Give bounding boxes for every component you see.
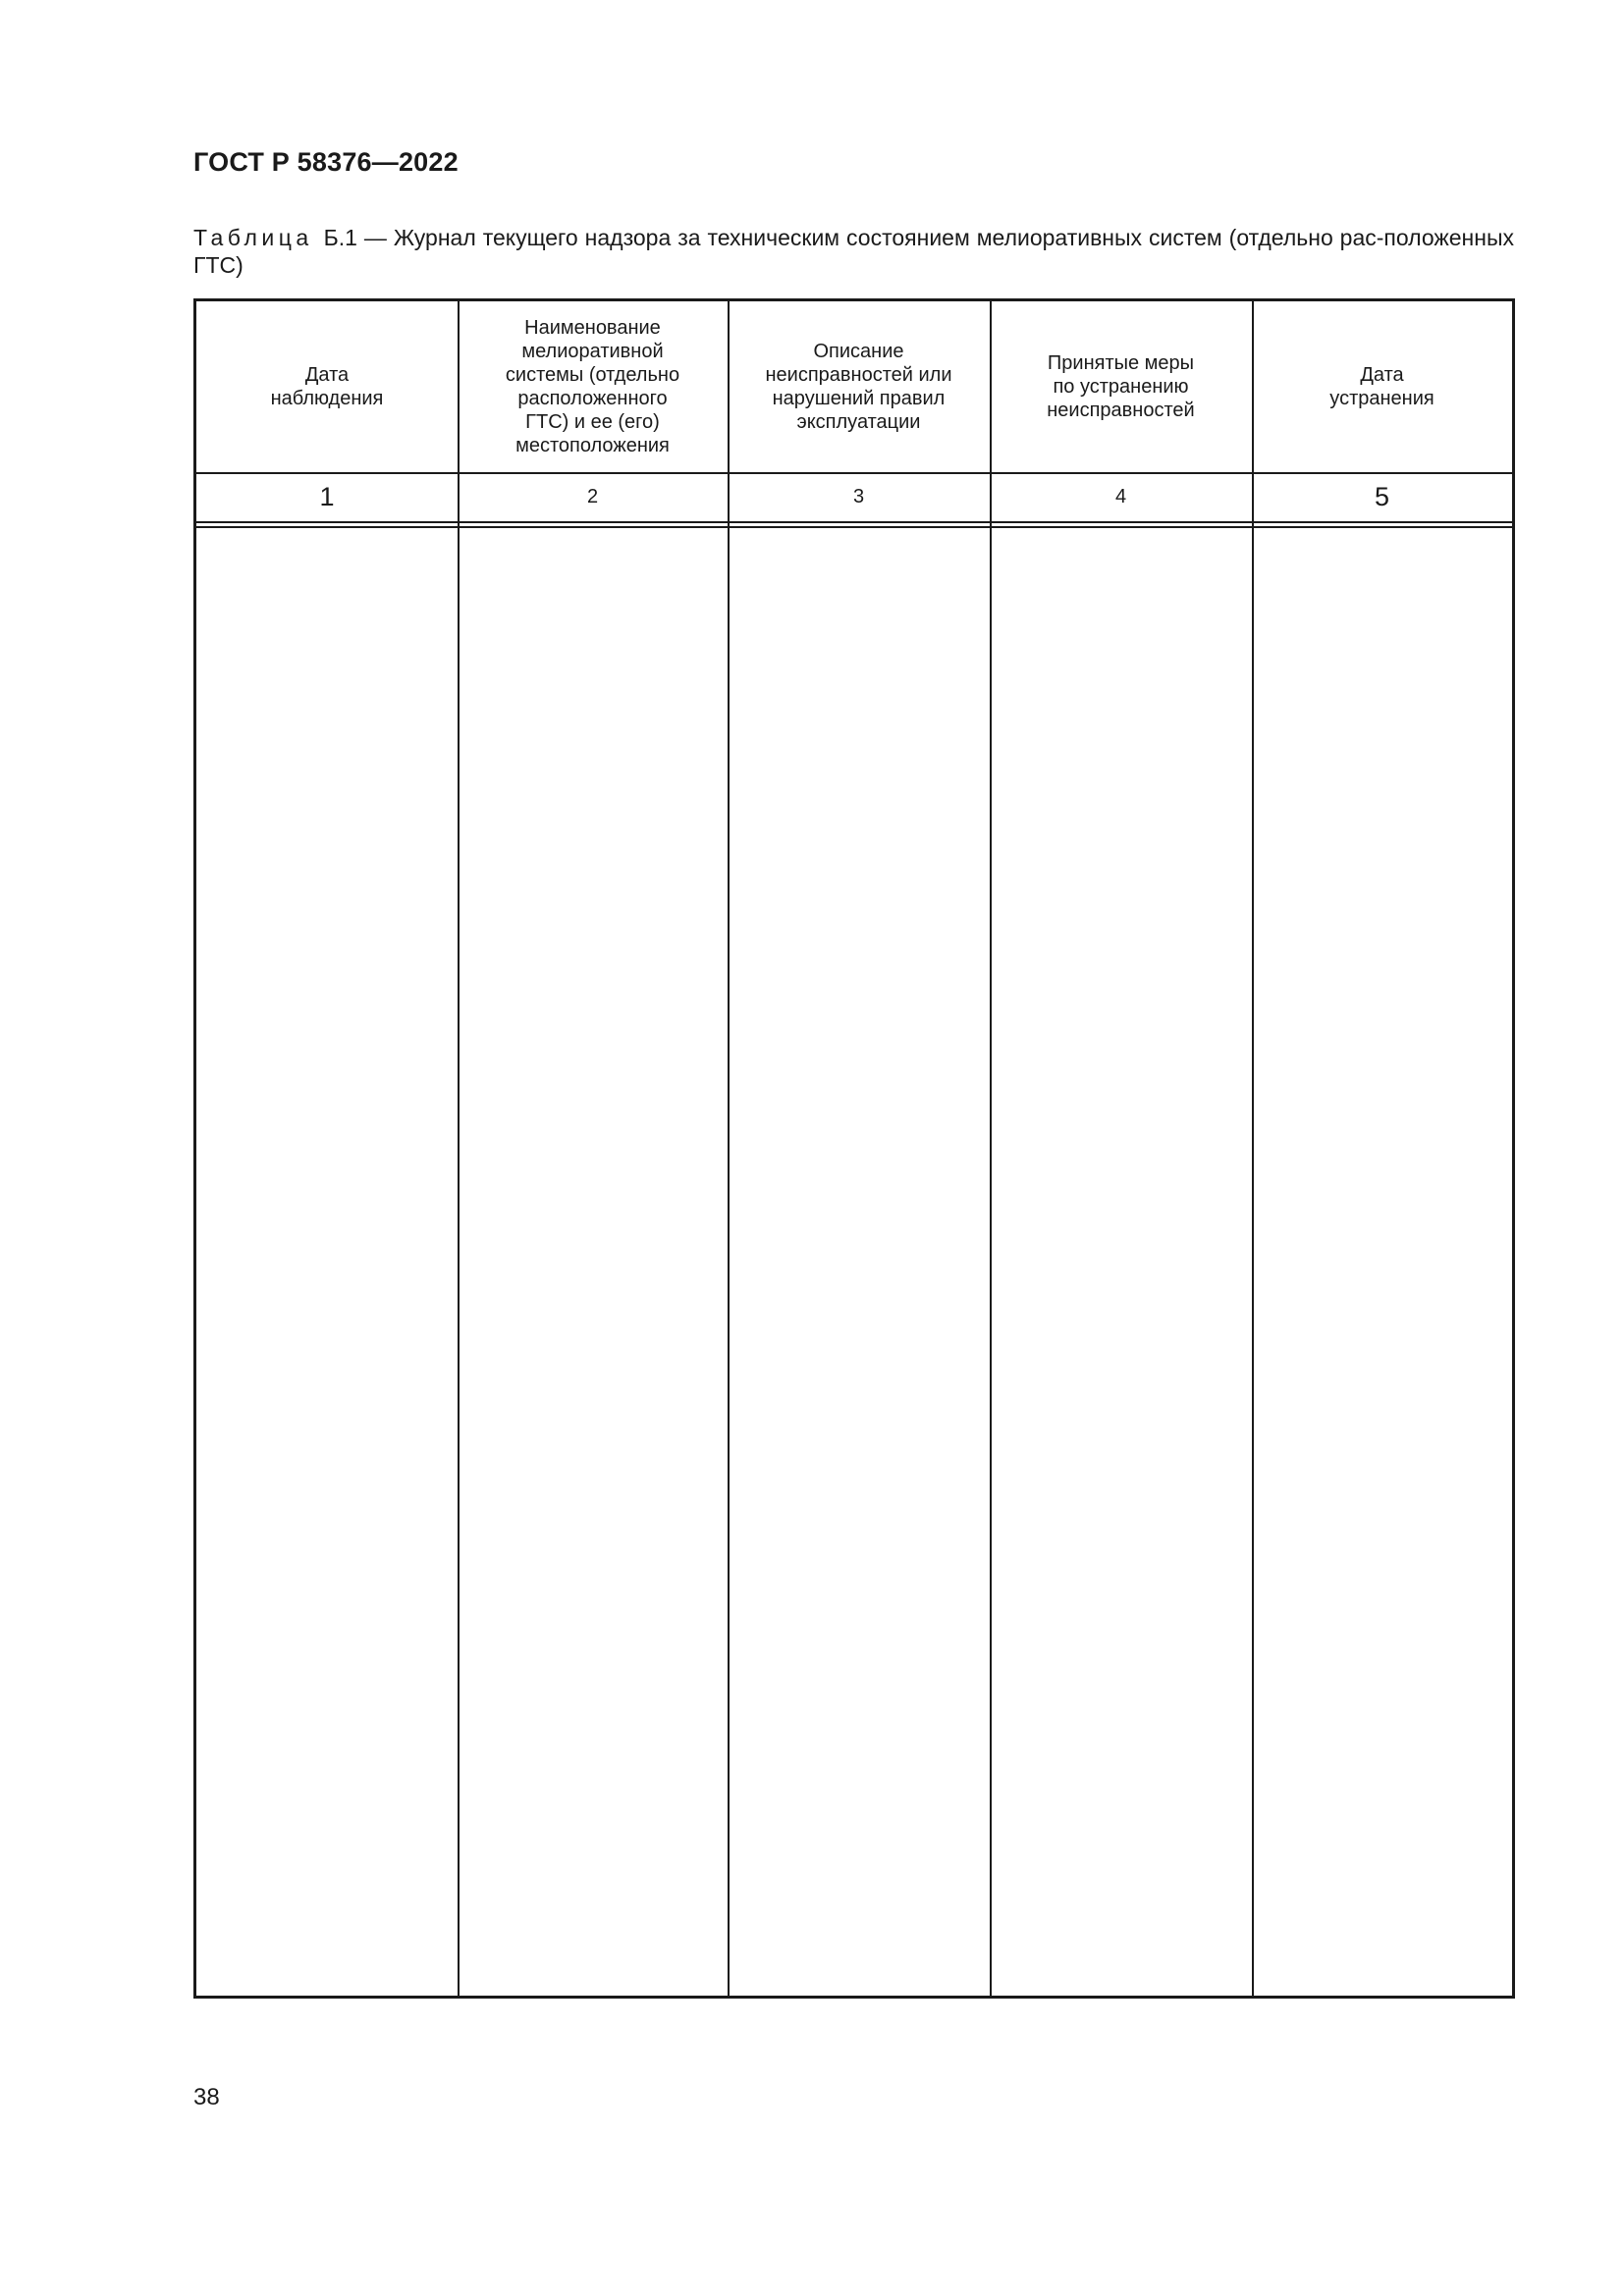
page-number: 38 [193,2084,220,2110]
number-row-divider-top [196,521,1512,523]
column-header-date-fixed: Дата устранения [1329,364,1435,409]
column-divider-4 [1252,301,1254,1996]
column-number-2: 2 [586,485,599,507]
document-header: ГОСТ Р 58376—2022 [193,147,459,177]
column-number-3: 3 [852,485,865,507]
table-caption [193,224,1514,279]
column-header-system-name: Наименование мелиоративной системы (отдельно расположенного ГТС) и ее (его) местоположения [505,317,680,456]
table-caption-label: Таблица [193,225,313,250]
table-caption-text: Б.1 — Журнал текущего надзора за техническим состоянием мелиоративных систем (отдельно рас-положенных ГТС) [193,225,1514,278]
column-header-date-observed: Дата наблюдения [270,364,384,409]
number-row-divider-bottom [196,526,1512,528]
column-number-4: 4 [1114,485,1127,507]
column-header-fault-description: Описание неисправностей или нарушений правил эксплуатации [765,341,952,433]
column-divider-2 [728,301,730,1996]
column-number-1: 1 [319,481,335,511]
column-divider-3 [990,301,992,1996]
column-header-measures-taken: Принятые меры по устранению неисправностей [1047,352,1195,421]
column-divider-1 [458,301,460,1996]
journal-table [193,298,1515,1999]
column-number-5: 5 [1374,481,1390,511]
